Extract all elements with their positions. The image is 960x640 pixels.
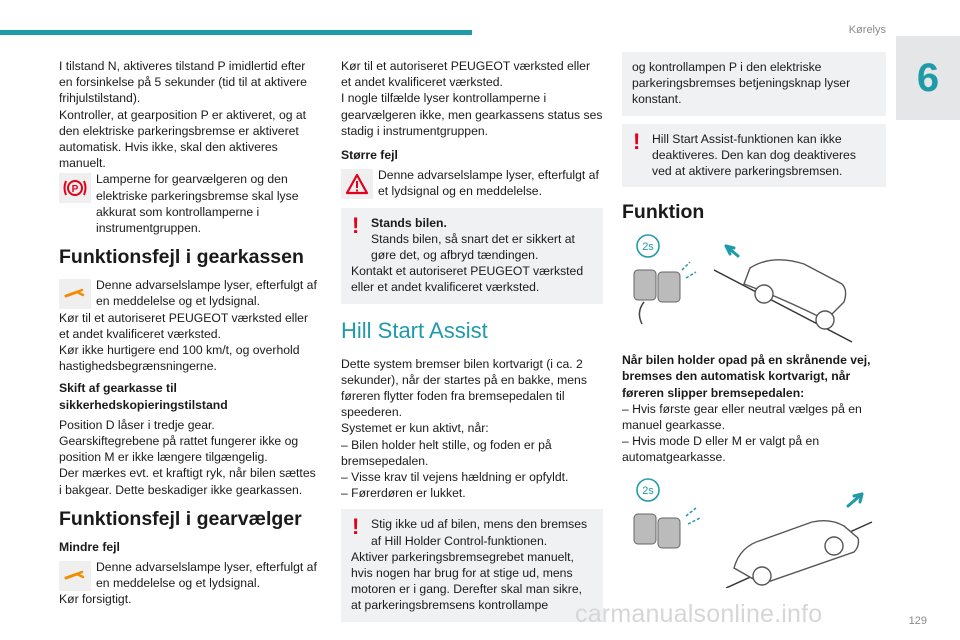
- paragraph: Aktiver parkeringsbremsegrebet manuelt, hvis nogen har brug for at stige ud, mens motoren er i gang. Derefter skal man sikre, at parkeringsbremsens kontrollampe: [351, 549, 582, 613]
- paragraph: I tilstand N, aktiveres tilstand P imidlertid efter en forsinkelse på 5 sekunder (tid til at aktivere frihjulstilstand).: [59, 59, 307, 106]
- icon-paragraph: [59, 559, 321, 591]
- warning-triangle-icon: [341, 169, 373, 199]
- list-item: – Hvis mode D eller M er valgt på en automatgearkasse.: [622, 434, 820, 465]
- heading-gearkasse: Funktionsfejl i gearkassen: [59, 246, 304, 269]
- svg-text:P: P: [71, 184, 79, 196]
- icon-paragraph: [59, 171, 321, 236]
- list-item: – Bilen holder helt stille, og foden er på bremsepedalen.: [341, 437, 552, 468]
- subheading-skift: Skift af gearkasse til sikkerhedskopieringstilstand: [59, 381, 228, 412]
- wrench-icon: [59, 279, 91, 309]
- paragraph: Kør forsigtigt.: [59, 592, 132, 607]
- list-item: – Visse krav til vejens hældning er opfyldt.: [341, 470, 569, 485]
- column-2: [341, 58, 603, 630]
- illustration-uphill-moving: [622, 476, 886, 588]
- subheading-mindre: Mindre fejl: [59, 539, 120, 554]
- paragraph: Kør til et autoriseret PEUGEOT værksted eller et andet kvalificeret værksted.: [59, 310, 309, 341]
- paragraph: Dette system bremser bilen kortvarigt (i ca. 2 sekunder), når der startes på en bakke, mens føreren flytter foden fra bremsepedalen til speederen.: [341, 356, 587, 420]
- column-1: [59, 58, 321, 608]
- paragraph: Lamperne for gearvælgeren og den elektriske parkeringsbremse skal lyse akkurat som kontrollamperne i instrumentgruppen.: [96, 172, 299, 236]
- note-box-continued: [622, 52, 886, 116]
- paragraph: Position D låser i tredje gear.: [59, 417, 215, 432]
- paragraph: og kontrollampen P i den elektriske parkeringsbremses betjeningsknap lyser konstant.: [632, 60, 851, 107]
- icon-paragraph: [59, 277, 321, 309]
- exclamation-icon: !: [633, 128, 641, 154]
- subheading-stoerre: Større fejl: [341, 148, 398, 163]
- paragraph: I nogle tilfælde lyser kontrollamperne i gearvælgeren ikke, men gearkassens status ses stadig i instrumentgruppen.: [341, 91, 603, 138]
- paragraph: Kontroller, at gearposition P er aktiveret, og at den elektriske parkeringsbremse er aktiveret automatisk. Hvis ikke, skal den aktiveres manuelt.: [59, 107, 307, 171]
- paragraph: Stig ikke ud af bilen, mens den bremses af Hill Holder Control-funktionen.: [371, 517, 588, 548]
- paragraph: Denne advarselslampe lyser, efterfulgt af et lydsignal og en meddelelse.: [378, 168, 599, 199]
- list-item: – Hvis første gear eller neutral vælges på en manuel gearkasse.: [622, 401, 862, 433]
- paragraph: Kontakt et autoriseret PEUGEOT værksted eller et andet kvalificeret værksted.: [351, 264, 584, 295]
- page-number: 129: [908, 615, 927, 627]
- paragraph: Denne advarselslampe lyser, efterfulgt af en meddelelse og et lydsignal.: [96, 278, 317, 309]
- heading-funktion: Funktion: [622, 201, 705, 224]
- note-box: [341, 509, 603, 621]
- wrench-icon: [59, 561, 91, 591]
- paragraph: Denne advarselslampe lyser, efterfulgt af en meddelelse og et lydsignal.: [96, 560, 317, 591]
- column-3: [622, 52, 886, 596]
- timer-label: 2s: [642, 241, 654, 254]
- paragraph: Gearskiftegrebene på rattet fungerer ikke og position M er ikke længere tilgængelig.: [59, 434, 299, 465]
- paragraph-bold: Når bilen holder opad på en skrånende vej, bremses den automatisk kortvarigt, når føreren slipper bremsepedalen:: [622, 353, 871, 400]
- list-item: – Førerdøren er lukket.: [341, 486, 466, 501]
- paragraph: Der mærkes evt. et kraftigt ryk, når bilen sættes i bakgear. Dette beskadiger ikke gearkassen.: [59, 466, 316, 497]
- paragraph: Hill Start Assist-funktionen kan ikke deaktiveres. Den kan dog deaktiveres ved at aktivere parkeringsbremsen.: [652, 131, 856, 179]
- timer-label: 2s: [642, 484, 654, 497]
- exclamation-icon: !: [352, 514, 360, 540]
- watermark: carmanualsonline.info: [575, 600, 823, 628]
- illustration-uphill-stopped: [622, 232, 886, 344]
- heading-hill-start: Hill Start Assist: [341, 317, 488, 343]
- note-title: Stands bilen.: [371, 215, 447, 230]
- exclamation-icon: !: [352, 212, 360, 238]
- paragraph: Systemet er kun aktivt, når:: [341, 421, 489, 436]
- paragraph: Kør til et autoriseret PEUGEOT værksted eller et andet kvalificeret værksted.: [341, 59, 591, 90]
- parking-brake-warning-icon: [59, 173, 91, 203]
- heading-gearvaelger: Funktionsfejl i gearvælger: [59, 507, 302, 530]
- note-box: [341, 208, 603, 304]
- icon-paragraph: [341, 167, 603, 199]
- paragraph: Stands bilen, så snart det er sikkert at gøre det, og afbryd tændingen.: [371, 231, 575, 263]
- note-box: [622, 124, 886, 188]
- top-accent-bar: [0, 30, 472, 35]
- paragraph: Kør ikke hurtigere end 100 km/t, og overhold hastighedsbegrænsningerne.: [59, 343, 300, 374]
- running-header: Kørelys: [848, 24, 886, 36]
- chapter-badge: 6: [896, 36, 960, 120]
